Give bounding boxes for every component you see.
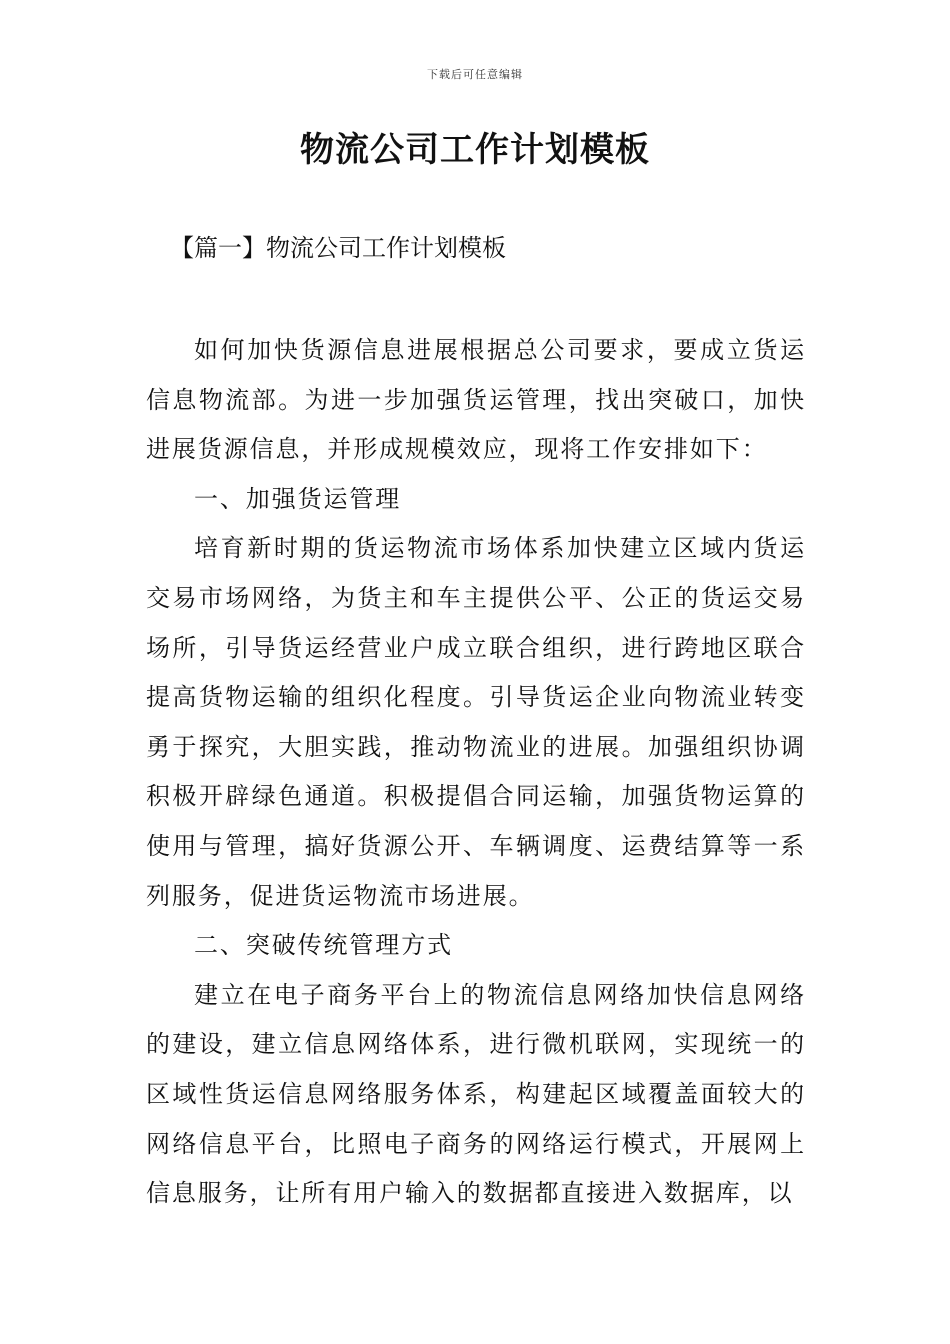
paragraph-2: 建立在电子商务平台上的物流信息网络加快信息网络的建设，建立信息网络体系，进行微机联网，实现统一的区域性货运信息网络服务体系，构建起区域覆盖面较大的网络信息平台，比照电子商务的网络运行模式，开展网上信息服务，让所有用户输入的数据都直接进入数据库，以 [146,980,806,1208]
document-body [146,326,806,1219]
subheading-2: 二、突破传统管理方式 [194,931,453,960]
section-heading: 【篇一】物流公司工作计划模板 [170,234,506,262]
header-note: 下载后可任意编辑 [427,68,523,81]
subheading-1: 一、加强货运管理 [194,484,402,513]
paragraph-1: 培育新时期的货运物流市场体系加快建立区域内货运交易市场网络，为货主和车主提供公平、公正的货运交易场所，引导货运经营业户成立联合组织，进行跨地区联合提高货物运输的组织化程度。引导货运企业向物流业转变勇于探究，大胆实践，推动物流业的进展。加强组织协调积极开辟绿色通道。积极提倡合同运输，加强货物运算的使用与管理，搞好货源公开、车辆调度、运费结算等一系列服务，促进货运物流市场进展。 [146,534,806,910]
document-title: 物流公司工作计划模板 [300,130,650,170]
paragraph-intro: 如何加快货源信息进展根据总公司要求，要成立货运信息物流部。为进一步加强货运管理，找出突破口，加快进展货源信息，并形成规模效应，现将工作安排如下： [146,336,806,464]
